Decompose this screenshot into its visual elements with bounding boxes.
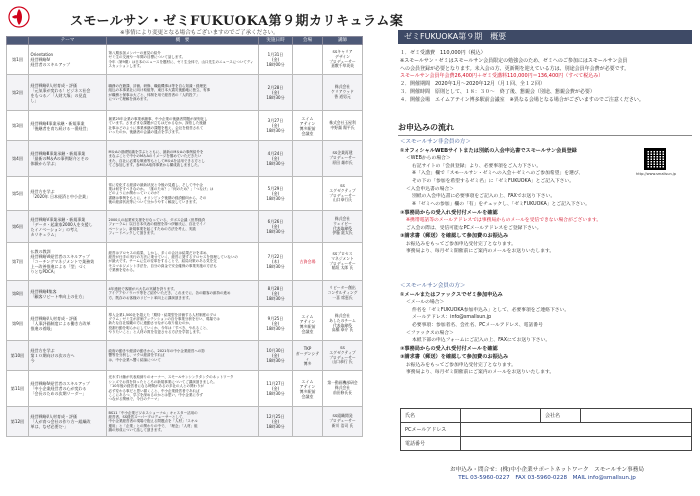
- table-row: [7, 243, 363, 281]
- session-instructor: SS企業再建 プロデューサー 原田 雄市氏: [323, 141, 363, 177]
- session-instructor: SSプロセス マネジメント プロデューサー 稲垣 太郎 氏: [323, 243, 363, 281]
- col-no-header: [7, 37, 29, 45]
- session-date: 6月26日 (金) 18時30分: [259, 211, 293, 243]
- flow-text: ※「ゼミへの参加」欄の「有」をチェックし、「ゼミFUKUOKA」とご記入下さい。: [412, 202, 590, 208]
- session-theme: 仏教の教訓 経営戦略Ⅵ経営者のスキルアップ 「コーチングマネジメントで業務効 上ー改善推進による「型」づく りとなPDCA」: [29, 243, 107, 281]
- phone-label: 電話番号: [401, 437, 461, 451]
- flow-step: ③請求書（郵送）を確認して参加費のお振込み: [400, 233, 509, 240]
- session-date: 3月27日 (金) 18時30分: [259, 111, 293, 141]
- table-row: [7, 281, 363, 307]
- session-venue: [293, 281, 323, 307]
- session-date: 9月25日 (金) 18時30分: [259, 307, 293, 341]
- flow-text: ＜WEBからの場合＞: [406, 156, 451, 162]
- overview-heading: ゼミFUKUOKA第９期 概要: [398, 30, 692, 44]
- session-description: 創業25年企業の事業承継事、中小企業の後継者問題が深刻化し ています。さまざまな課題が立ちはだかるなか、探依した後継 社事はどのように事業承継の課題を抱え、会社を経営されて いったのか、後継者の会議の通点を学びます。: [107, 111, 259, 141]
- session-description: 経営はプロセスの結果、しかし、多くの会社は結果だけを求め、 経営が仕手の実行の方法に乗せていく、経営に発するプロセスを管理していないの が最大です。チームに生の変革をすることで、結局対策のある気を交 モスマネジメント手法を、自分の資金で安全確保の事業実施の方法も で業務を変わる。: [107, 243, 259, 281]
- flow-text: その下の「参加を希望するゼミ名」に「ゼミFUKUOKA」とご記入下さい。: [412, 179, 575, 185]
- session-description: 4年連続で客層が六大名の実績を誇ります。 アイデアやノウハウ等をご紹介いただき、これまでに、各の顧客の維持の進め 方、既存のお客様のリピート率向上に講演頂きます。: [107, 281, 259, 307]
- company-label: 会社名: [541, 409, 581, 423]
- session-number: 第9回: [7, 307, 29, 341]
- session-date: 7月22日 (木) 18時30分: [259, 243, 293, 281]
- session-venue: エイム アテイン 博多駅前 会議室: [293, 307, 323, 341]
- session-venue: エイム アテイン 博多駅前 会議室: [293, 371, 323, 407]
- flow-text: ※携帯電話等のメールアドレスでは事務局からのメールを受信できない場合がございます。: [406, 218, 602, 224]
- flow-text: ＜ファックスの場合＞: [406, 330, 454, 336]
- member-flow: [400, 282, 692, 377]
- session-date: 1月31日 (金) 18時00分: [259, 45, 293, 75]
- qr-code-icon: [644, 148, 666, 170]
- flow-text: 別紙の入会申込書に必要事項をご記入の上、FAXでお送り下さい。: [412, 194, 556, 200]
- session-theme: 経営戦略Ⅰ/人材育成・評価 「人事評価制度による働き方改革 推進の着眼」: [29, 307, 107, 341]
- phone-field[interactable]: [461, 437, 692, 451]
- fee-line: １．ゼミ受講費 110,000円（税込）: [400, 50, 486, 56]
- session-date: 2月28日 (金) 18時30分: [259, 75, 293, 111]
- session-theme: 経営方を学ぶ 「2020年 日本経済と中小企業」: [29, 177, 107, 211]
- membership-note: への会員登録が必要となります。未入会の方、更新期を迎えている方は、別途会員年会費が必要です。: [400, 65, 630, 72]
- venue-line: ４．開催会場 エイムアテイン博多駅前会議室 ※異なる会場となる場合がございますのでご注意ください。: [400, 96, 644, 103]
- session-venue: [293, 211, 323, 243]
- session-number: 第7回: [7, 243, 29, 281]
- session-instructor: SS エグゼクティブ プロデューサー 山口恭行 氏: [323, 341, 363, 371]
- session-date: 11月27日 (金) 18時30分: [259, 371, 293, 407]
- session-instructor: SS組織開発 プロデューサー 新川 浩司 氏: [323, 407, 363, 437]
- table-row: [7, 111, 363, 141]
- name-label: 氏名: [401, 409, 461, 423]
- flow-caption: ＜スモールサン会員の方＞: [400, 283, 466, 289]
- membership-note: ※スモールサン・ゼミはスモールサン会員限定の勉強会のため、ゼミへのご参加にはスモールサン会員: [400, 57, 628, 64]
- session-number: 第6回: [7, 211, 29, 243]
- table-row: [7, 75, 363, 111]
- session-instructor: リピーター創出 コンサルティング 一喜 席恵氏: [323, 281, 363, 307]
- table-row: [7, 177, 363, 211]
- overview-block: [400, 50, 690, 104]
- time-line: ３．開催時間 原則として、１８：３０〜 終了後、懇親会（別途、懇親会費が必要）: [400, 88, 595, 95]
- curriculum-table: [6, 36, 363, 437]
- flow-text: ご入会の際は、受信可能なPCメールアドレスをご登録下さい。: [406, 225, 542, 231]
- flow-text: メールアドレス：info@smallsun.jp: [412, 315, 492, 321]
- session-number: 第2回: [7, 75, 29, 111]
- flow-step: ③請求書（郵送）を確認して参加費のお振込み: [400, 354, 509, 361]
- page-title: スモールサン・ゼミFUKUOKA第９期カリキュラム案: [70, 14, 404, 29]
- session-description: 2000人の起業家支援を行なっている、ダボス会議（世界経済 フォーラム）以日日本代表の経歴を持つ伊藤氏に、自社でイノ ベーション、新規事業を起こすための方法を考え、実践 フィードバックして頂きます。: [107, 211, 259, 243]
- session-date: 10月30日 (金) 18時30分: [259, 341, 293, 371]
- col-theme-header: テーマ: [29, 37, 107, 45]
- session-instructor: SSキャリア デザイン プロデューサー 嘉敷千草英英: [323, 45, 363, 75]
- flow-caption: ＜スモールサン非会員の方＞: [400, 139, 471, 145]
- session-date: 4月24日 (金) 18時30分: [259, 141, 293, 177]
- session-venue: TKP ガーデンシティ 博多: [293, 341, 323, 371]
- session-instructor: 株式会社 あしたのチーム 代表取締役 高橋 恭介 氏: [323, 307, 363, 341]
- total-fee-line: スモールサン会員年会費26,400円＋ゼミ受講料110,000円＝136,400円（すべて税込み）: [400, 73, 604, 80]
- session-number: 第4回: [7, 141, 29, 177]
- application-form: [400, 408, 692, 451]
- session-theme: 経営戦略Ⅰ/人材育成・評価 「人が育つ会社の作り方ー組織改 革は、なぜ必要だ-」: [29, 407, 107, 437]
- col-venue-header: 会場: [293, 37, 323, 45]
- session-theme: 経営戦略Ⅲ事業承継・新規事業 「最新のM＆Aの事例紹介とその 体験から学ぶ」: [29, 141, 107, 177]
- flow-text: 事務局より、毎月ゼミ開催前にご案内のメールをお送りいたします。: [406, 370, 555, 376]
- table-row: [7, 307, 363, 341]
- session-theme: 経営戦略Ⅱ事業承継・新規事業 「後継者を育ち続ける一番経営」: [29, 111, 107, 141]
- session-instructor: 株式会社 ケリアウッド 香 道男元: [323, 75, 363, 111]
- col-date-header: 実施日時: [259, 37, 293, 45]
- session-description: M＆Aの基礎知識を学ぶとともに、最新のM＆Aの事例紹介を まなぶことで中小のM＆Aのイメージを掴めていただきたい また、自社に必要な戦術等もとしてM＆Aを活用できる方とし てご参加します。参M＆A取得事業から構成致しまました。: [107, 141, 259, 177]
- session-number: 第1回: [7, 45, 29, 75]
- table-row: [7, 141, 363, 177]
- flow-step: ②事務局からの受入れ受付付メールを確認: [400, 209, 498, 216]
- session-number: 第12回: [7, 407, 29, 437]
- flow-text: 件名を「ゼミFUKUOKA参加申込み」として、必要事項をご連絡下さい。: [412, 307, 570, 313]
- table-row: [7, 407, 363, 437]
- session-number: 第5回: [7, 177, 29, 211]
- flow-text: ※「入会」欄で「スモールサン・ゼミへの入会＋ゼミへのご参加希望」を選び、: [412, 171, 584, 177]
- session-theme: 経営戦略Ⅴ事業承継・新規事業 「データ・起業家2000人を支援し たイノベーション」の考え カリキュラム」: [29, 211, 107, 243]
- session-description: 常に変化する経済の最新状況と今後の見通し、そして中小企 業は何をすべきなのか。「誰のため？」「何のため？」「つなげ」は どのようにか関わっていくのか？ 書籍は事例をもとに、オリンピック後期の経済動向から、その 後の経済状況等について分かりやすく解説していきます。: [107, 177, 259, 211]
- flow-text: ＜入会申込書の場合＞: [406, 186, 454, 192]
- session-venue: 古資会場: [293, 243, 323, 281]
- flow-text: 必要事項：参加者名、会社名、PCメールアドレス、電話番号: [412, 323, 543, 329]
- col-desc-header: 概 要: [107, 37, 259, 45]
- contact-line: お申込み・問合せ：(株)中小企業サポートネットワーク スモールサン事務局: [450, 467, 644, 473]
- flow-text: お振込みをもってご参加申込受付完了となります。: [406, 362, 516, 368]
- qr-url[interactable]: http://www.smallsun.jp: [636, 172, 676, 176]
- contact-footer: [402, 466, 692, 483]
- session-venue: エイム アテイン 博多駅前 会議室: [293, 111, 323, 141]
- flow-text: 右記サイトの「会員登録」より、必要事項をご入力下さい。: [412, 163, 542, 169]
- session-number: 第10回: [7, 341, 29, 371]
- session-date: 8月28日 (金) 18時30分: [259, 281, 293, 307]
- flow-step: ①メールまたはファックスでゼミ参加申込み: [400, 291, 503, 298]
- col-inst-header: 講師: [323, 37, 363, 45]
- table-row: [7, 371, 363, 407]
- session-venue: [293, 75, 323, 111]
- session-number: 第3回: [7, 111, 29, 141]
- name-field[interactable]: [461, 409, 541, 423]
- flow-text: 事務局より、毎月ゼミ開催前にご案内のメールをお送りいたします。: [406, 249, 555, 255]
- session-description: 職務の在籍課、評価、研修、職能機事は等を自ら知識・経理犯 組込の本事業社に向け取組等、東日本大震災後動地に独立、有事 が職務と保事は大ごと、体制を用で経営者の「人的投ア」 について理解を深めます。: [107, 75, 259, 111]
- table-row: [7, 341, 363, 371]
- session-description: BS11「中小企業ビジネスショーナル」キャスター活用の 経営者、SS経営スーパープロデューサーとして、 中小企業経営者の現場で抱える問題点を「人材」「スキル 運用」と「企業」との関わりの中で、「理念」「人材」組 織の形成について話して頂きます。: [107, 407, 259, 437]
- change-notice: ※事情により変更となる場合もございますのでご了承ください。: [120, 30, 279, 36]
- session-date: 12月25日 (金) 18時30分: [259, 407, 293, 437]
- session-instructor: 株式会社 ウェイビー 代表取締役 伊藤 紘太氏: [323, 211, 363, 243]
- session-venue: [293, 407, 323, 437]
- session-instructor: 株式会社玉屋利 中野醤 陽平氏: [323, 111, 363, 141]
- flow-text: 本紙下部の申込フォームにご記入の上、FAXにてお送り下さい。: [412, 338, 551, 344]
- apply-heading: お申込みの流れ: [398, 122, 692, 136]
- session-venue: [293, 177, 323, 211]
- session-theme: Orientation 経営戦略Ⅳ 経営者のスキルアップ: [29, 45, 107, 75]
- session-instructor: SS エグゼクティブ プロデューサー 山口恭行氏: [323, 177, 363, 211]
- contact-numbers[interactable]: TEL 03-5960-0227 FAX 03-5960-0228 MAIL info@smallsun.jp: [458, 475, 636, 482]
- email-label: PCメールアドレス: [401, 423, 461, 437]
- session-venue: [293, 141, 323, 177]
- email-field[interactable]: [461, 423, 692, 437]
- company-field[interactable]: [581, 409, 692, 423]
- session-description: 光永すけ藤が代表取締りのオーナー、スモールサンシンクタンクのネットワーク シンズでお得を持ったところの新規事業についてご講演頂きました。 「10年後の経営者になる時間があるの多社の人との関わりが 必ず変わる事だと思い描くこと、中小企業経営者であれば ここにあるつ、学びを深めるのかとは思い、中小企業に今ず つながる関係で、今日のテーマ」: [107, 371, 259, 407]
- session-instructor: 第一動画機部研会 株式会社 前田修氏長: [323, 371, 363, 407]
- table-header-row: [7, 37, 363, 45]
- table-row: [7, 45, 363, 75]
- period-line: ２．開催期間 2020年1月〜2020年12月（月１回、全１２回）: [400, 81, 545, 87]
- session-number: 第8回: [7, 281, 29, 307]
- flow-text: お振込みをもってご参加申込受付完了となります。: [406, 241, 516, 247]
- session-venue: [293, 45, 323, 75]
- flow-step: ②事務局からの受入れ受付付メールを確認: [400, 346, 498, 353]
- session-description: 導入企業1,500社を超えた「期待・結果型を評価する人材制度のプロ グラム」ゼミ生が評価アッテンションの自分事業分析を行い、現場では 新たな自社規範の方に連動させながら取り組むのか、 役割行動を明らかにしていくか、今年は「すべき、やれること、 やりたいこと」と人材の質を変更させる方法を学習します。: [107, 307, 259, 341]
- session-theme: 経営方を学ぶ 第１０期向けの次の方へ 今: [29, 341, 107, 371]
- session-description: 政府の動きや経済の動きから、2021年の中小企業経営への影 響等を分析し、マクロ経済をすれば は、中小企業へ響く結論について: [107, 341, 259, 371]
- session-theme: 経営戦略Ⅰ/人材育成・評価 「元気事が変わる！ビジネス社会 をもつる／「人財大塚」の見直 し」: [29, 75, 107, 111]
- table-row: [7, 211, 363, 243]
- flow-step: ①オフィシャルWEBサイトまたは別紙の入会申込書でスモールサン会員登録: [400, 147, 577, 154]
- session-description: 第八期参加メンバーの意見の紹介 ゼミ生の交流や一年間の目標について話します。 今年（第9期）は日本のニュースを題材に、ゼミ生全体で、山口先生のニュースについてディスカッションします。: [107, 45, 259, 75]
- session-theme: 経営戦略Ⅱ集客 「顧客リピート率向上の仕方」: [29, 281, 107, 307]
- session-number: 第11回: [7, 371, 29, 407]
- session-date: 5月29日 (金) 18時30分: [259, 177, 293, 211]
- flow-text: ＜メールの場合＞: [406, 300, 445, 306]
- smallsun-logo-icon: [8, 6, 30, 28]
- session-theme: 経営戦略Ⅳ経営者のスキルアップ 「中小企業経営者の心が変わる 「会長のための次期リーダー」: [29, 371, 107, 407]
